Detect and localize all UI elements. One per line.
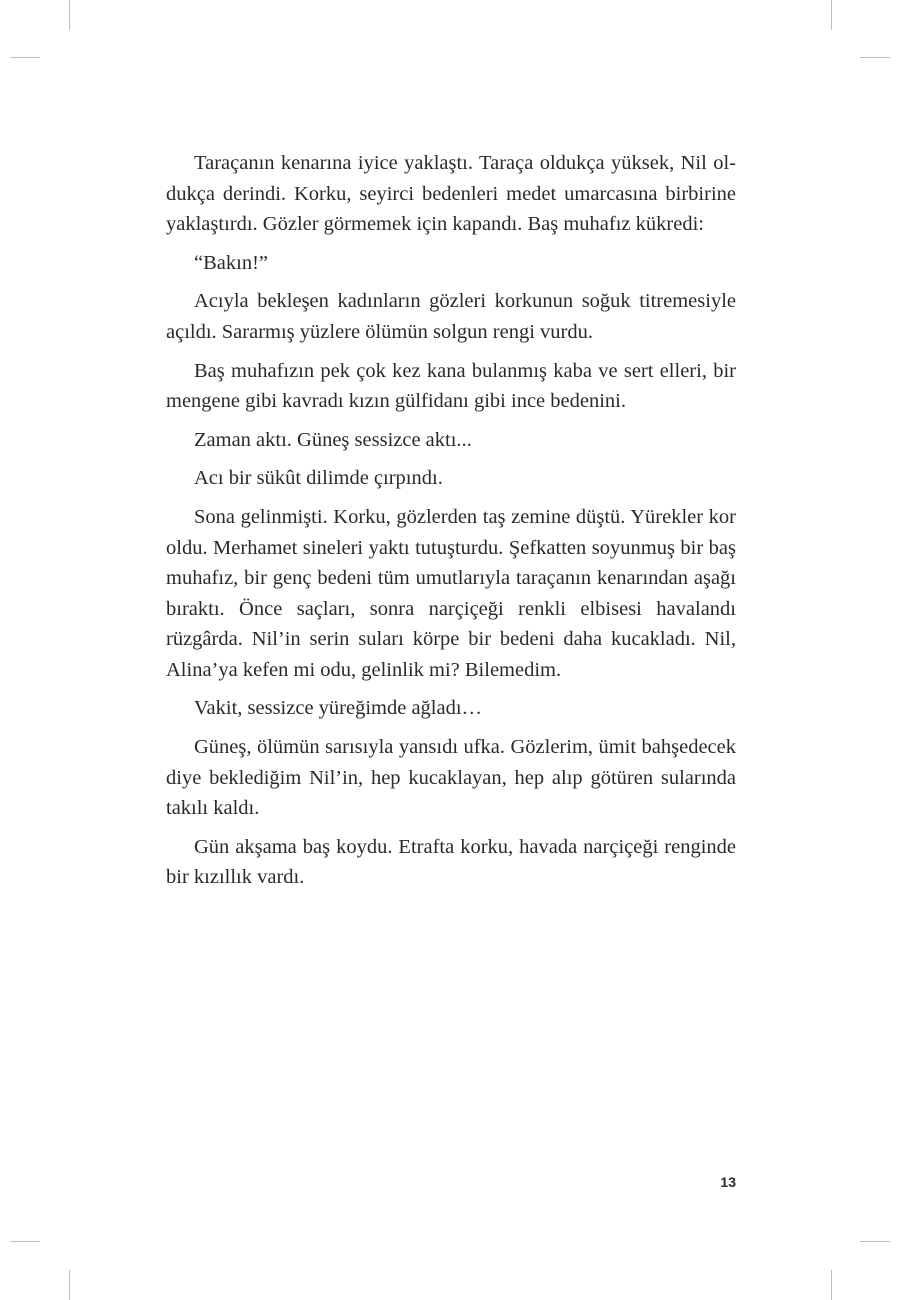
paragraph: Acıyla bekleşen kadınların gözleri korkunun soğuk titremesiyle açıldı. Sararmış yüzlere ölümün solgun rengi vurdu. (166, 290, 736, 343)
paragraph: Güneş, ölümün sarısıyla yansıdı ufka. Gözlerim, ümit bahşedecek diye beklediğim Nil’in, hep kucaklayan, hep alıp götüren sularında takılı kaldı. (166, 736, 736, 819)
crop-mark-bottom-left (69, 1270, 70, 1300)
paragraph: Zaman aktı. Güneş sessizce aktı... (194, 428, 472, 451)
crop-mark-top-left (69, 0, 70, 30)
crop-mark-left-bottom (10, 1241, 40, 1242)
page-number: 13 (720, 1174, 736, 1190)
body-text (166, 148, 736, 901)
crop-mark-bottom-right (831, 1270, 832, 1300)
crop-mark-right-bottom (860, 1241, 890, 1242)
paragraph: “Bakın!” (194, 251, 268, 274)
crop-mark-left-top (10, 57, 40, 58)
paragraph: Acı bir sükût dilimde çırpındı. (194, 467, 443, 490)
crop-mark-right-top (860, 57, 890, 58)
paragraph: Taraçanın kenarına iyice yaklaştı. Taraça oldukça yüksek, Nil oldukça derindi. Korku, seyirci bedenleri medet umarcasına birbirine yaklaştırdı. Gözler görmemek için kapandı. Baş muhafız kükredi: (166, 152, 736, 235)
paragraph: Vakit, sessizce yüreğimde ağladı… (194, 697, 483, 720)
crop-mark-top-right (831, 0, 832, 30)
paragraph: Sona gelinmişti. Korku, gözlerden taş zemine düştü. Yürekler kor oldu. Merhamet sineleri yaktı tutuşturdu. Şefkatten soyunmuş bir baş muhafız, bir genç bedeni tüm umutlarıyla taraçanın kenarından aşağı bıraktı. Önce saçları, sonra narçiçeği renkli elbisesi havalandı rüzgârda. Nil’in serin suları körpe bir bedeni daha kucakladı. Nil, Alina’ya kefen mi odu, gelinlik mi? Bilemedim. (166, 506, 736, 681)
paragraph: Gün akşama baş koydu. Etrafta korku, havada narçiçeği renginde bir kızıllık vardı. (166, 835, 736, 889)
paragraph: Baş muhafızın pek çok kez kana bulanmış kaba ve sert elleri, bir mengene gibi kavradı kızın gülfidanı gibi ince bedenini. (166, 359, 736, 413)
